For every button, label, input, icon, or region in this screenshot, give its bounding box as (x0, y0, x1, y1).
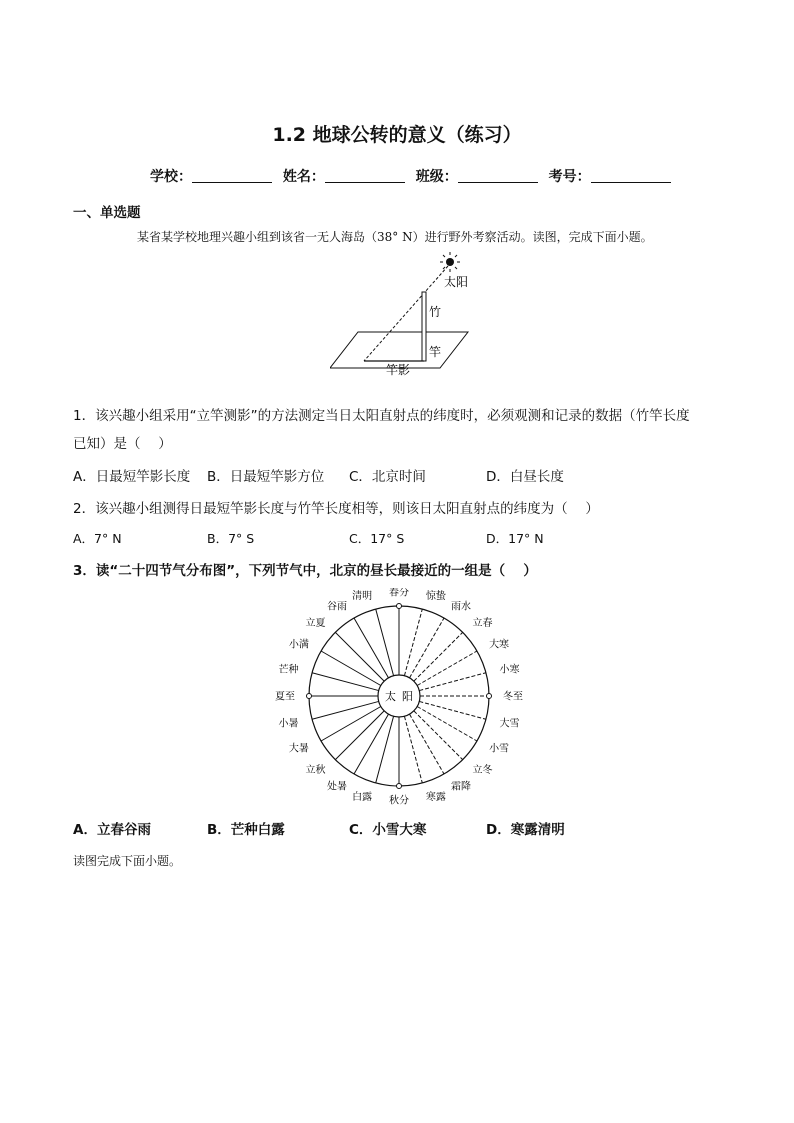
term-label: 小雪 (489, 743, 510, 755)
key-term-marker (487, 694, 492, 699)
q2-option-b[interactable]: B．7° S (207, 531, 255, 546)
q1-option-b[interactable]: B．日最短竿影方位 (207, 469, 325, 485)
number-label: 考号： (548, 169, 591, 185)
q1-option-d[interactable]: D．白昼长度 (486, 469, 564, 485)
footer-instruction: 读图完成下面小题。 (73, 854, 182, 868)
intro-text: 某省某学校地理兴趣小组到该省一无人海岛（38° N）进行野外考察活动。读图，完成下面小题。 (137, 230, 653, 244)
pole-label-1: 竹 (429, 305, 442, 319)
term-spoke (312, 673, 379, 691)
term-spoke (404, 716, 422, 783)
term-spoke (404, 609, 422, 676)
number-blank[interactable] (591, 168, 671, 183)
term-label: 春分 (389, 588, 409, 599)
term-label: 冬至 (503, 691, 523, 703)
term-spoke (417, 651, 477, 686)
term-label: 大雪 (499, 718, 520, 730)
term-label: 处暑 (327, 781, 347, 793)
sun-center-label-1: 太 (385, 690, 396, 703)
sun-icon (440, 252, 460, 272)
term-label: 惊蛰 (425, 591, 446, 603)
key-term-marker (397, 604, 402, 609)
term-label: 秋分 (389, 795, 409, 807)
q3-option-a[interactable]: A．立春谷雨 (73, 822, 151, 838)
page-title: 1.2 地球公转的意义（练习） (272, 124, 522, 146)
term-label: 大寒 (489, 639, 510, 651)
term-spoke (419, 673, 486, 691)
q3-option-b[interactable]: B．芒种白露 (207, 822, 285, 838)
term-spoke (417, 707, 477, 742)
term-spoke (376, 716, 394, 783)
term-label: 寒露 (425, 791, 446, 803)
term-label: 芒种 (278, 664, 299, 676)
term-label: 谷雨 (327, 601, 347, 613)
sun-center-label-2: 阳 (402, 690, 413, 703)
class-blank[interactable] (458, 168, 538, 183)
term-spoke (376, 609, 394, 676)
term-label: 立夏 (305, 617, 326, 629)
sun-label: 太阳 (444, 275, 469, 289)
term-label: 霜降 (451, 781, 471, 793)
question-2-text: 2．该兴趣小组测得日最短竿影长度与竹竿长度相等，则该日太阳直射点的纬度为（ ） (73, 501, 599, 517)
term-spoke (419, 701, 486, 719)
term-label: 清明 (352, 591, 373, 603)
term-label: 大暑 (288, 743, 309, 755)
name-label: 姓名： (282, 169, 325, 185)
q3-option-d[interactable]: D．寒露清明 (486, 822, 565, 838)
school-label: 学校： (150, 169, 192, 185)
q2-option-a[interactable]: A．7° N (73, 531, 122, 546)
section-title: 一、单选题 (73, 205, 141, 221)
term-label: 立秋 (305, 765, 326, 777)
solar-terms-diagram (270, 588, 530, 808)
student-info-line (150, 166, 677, 186)
term-label: 小暑 (278, 718, 299, 730)
q1-option-c[interactable]: C．北京时间 (349, 469, 426, 485)
key-term-marker (397, 784, 402, 789)
term-spoke (410, 618, 445, 678)
question-1-line-2: 已知）是（ ） (73, 436, 172, 452)
q1-option-a[interactable]: A．日最短竿影长度 (73, 469, 191, 485)
q3-option-c[interactable]: C．小雪大寒 (349, 822, 427, 838)
term-label: 立冬 (472, 765, 493, 777)
term-label: 小满 (288, 639, 309, 651)
school-blank[interactable] (192, 168, 272, 183)
q2-option-c[interactable]: C．17° S (349, 531, 405, 546)
bamboo-pole (422, 292, 426, 361)
name-blank[interactable] (325, 168, 405, 183)
question-1-line-1: 1．该兴趣小组采用“立竿测影”的方法测定当日太阳直射点的纬度时，必须观测和记录的数据（竹竿长度 (73, 408, 690, 424)
pole-label-2: 竿 (429, 345, 442, 359)
term-label: 白露 (352, 791, 373, 803)
question-3-text: 3．读“二十四节气分布图”，下列节气中，北京的昼长最接近的一组是（ ） (73, 563, 537, 579)
term-label: 雨水 (451, 601, 471, 613)
term-spoke (410, 714, 445, 774)
shadow-label: 竿影 (386, 363, 411, 377)
term-label: 立春 (472, 617, 493, 629)
q2-option-d[interactable]: D．17° N (486, 531, 544, 546)
pole-shadow-figure (330, 248, 480, 383)
term-spoke (312, 701, 379, 719)
term-label: 小寒 (499, 664, 520, 676)
class-label: 班级： (415, 169, 458, 185)
term-label: 夏至 (275, 691, 295, 703)
key-term-marker (307, 694, 312, 699)
